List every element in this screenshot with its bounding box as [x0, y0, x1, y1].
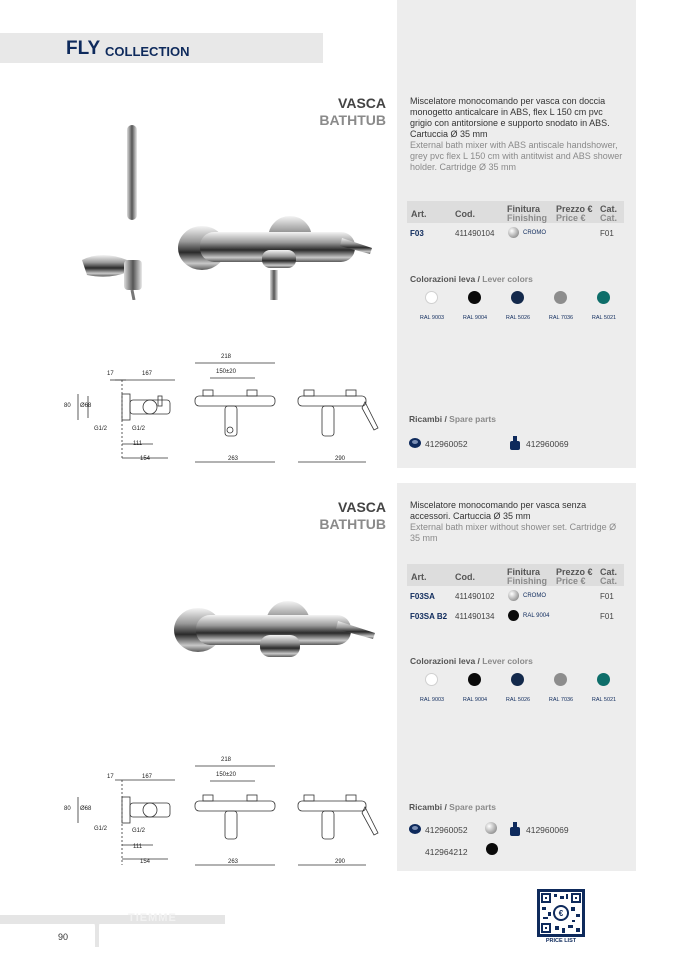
spare-code: 412964212 [425, 847, 468, 857]
dim-150: 150±20 [216, 369, 236, 375]
section-1-desc-en: External bath mixer with ABS antiscale handshower, grey pvc flex L 150 cm with antitwist and ABS shower holder. Cartridge Ø 35 mm [410, 140, 623, 172]
row-art: F03SA B2 [410, 612, 448, 621]
dim-263: 263 [228, 859, 239, 865]
lever-color-label: RAL 5026 [505, 315, 531, 321]
col-price [556, 204, 593, 223]
colors-title-it: Colorazioni leva [410, 274, 476, 284]
col-price-en: Price € [556, 576, 586, 586]
spare-title-it: Ricambi [409, 414, 443, 424]
section-2-spare-title: Ricambi / Spare parts [409, 802, 496, 812]
top-connector-left [304, 795, 314, 801]
spare-code: 412960052 [425, 825, 468, 835]
top-spout [322, 406, 334, 436]
row-finish: CROMO [523, 230, 546, 236]
lever-color-swatch [511, 291, 524, 304]
col-price-it: Prezzo € [556, 567, 593, 577]
lever-color-label: RAL 9004 [462, 315, 488, 321]
front-connector-left [203, 390, 213, 396]
lever-color-swatch [597, 673, 610, 686]
section-2-title [319, 499, 386, 533]
side-body [130, 400, 170, 414]
dim-263: 263 [228, 456, 239, 462]
lever-color-swatch [554, 673, 567, 686]
dim-290: 290 [335, 859, 346, 865]
table-row [407, 610, 624, 624]
section-2-colors-title: Colorazioni leva / Lever colors [410, 656, 533, 666]
spare-code: 412960052 [425, 439, 468, 449]
side-lever [158, 396, 162, 406]
shower-outlet [270, 270, 278, 300]
dim-111: 111 [133, 441, 143, 447]
row-finish: RAL 9004 [523, 613, 550, 619]
colors-title-it: Colorazioni leva [410, 656, 476, 666]
lever-color-label: RAL 9003 [419, 315, 445, 321]
front-connector-left [203, 795, 213, 801]
col-cat-it: Cat. [600, 567, 618, 577]
shower-holder-joint [124, 260, 142, 290]
lever-color-label: RAL 5026 [505, 697, 531, 703]
black-swatch-icon [508, 610, 519, 621]
lever-color-label: RAL 7036 [548, 697, 574, 703]
price-list-label: PRICE LIST [545, 938, 577, 944]
dim-80: 80 [64, 806, 71, 812]
colors-title-en: Lever colors [482, 274, 533, 284]
row-cat: F01 [600, 592, 614, 601]
colors-title-en: Lever colors [482, 656, 533, 666]
collection-header [0, 33, 323, 63]
dim-17: 17 [107, 371, 114, 377]
side-knob [143, 803, 157, 817]
col-art: Art. [411, 572, 427, 582]
footer-brand: TIEMME [128, 912, 177, 924]
col-price-en: Price € [556, 213, 586, 223]
top-lever [362, 807, 378, 835]
dim-167: 167 [142, 371, 153, 377]
spare-code: 412960069 [526, 825, 569, 835]
top-connector-right [346, 795, 356, 801]
brand-mark-icon [85, 913, 115, 947]
col-finish-en: Finishing [507, 213, 547, 223]
dim-68: Ø68 [80, 403, 92, 409]
col-cat-it: Cat. [600, 204, 618, 214]
spout [260, 635, 300, 657]
flex-hose [132, 290, 134, 300]
top-spout [322, 811, 334, 839]
collection-title: COLLECTION [105, 44, 190, 59]
col-cat [600, 204, 617, 223]
table-row [407, 227, 624, 241]
lever-color-swatch [425, 673, 438, 686]
svg-text:€: € [558, 909, 564, 918]
top-connector-right [346, 390, 356, 396]
lever-color-label: RAL 9004 [462, 697, 488, 703]
front-connector-right [247, 795, 257, 801]
side-wall-plate [122, 394, 130, 420]
chrome-swatch-icon [508, 590, 519, 601]
lever-color-swatch [468, 291, 481, 304]
top-lever [362, 402, 378, 430]
side-body [130, 803, 170, 817]
lever-color-swatch [554, 291, 567, 304]
col-finish [507, 204, 547, 223]
lever-color-label: RAL 5021 [591, 697, 617, 703]
cartridge-icon [409, 823, 421, 835]
spare-title-en: Spare parts [449, 802, 496, 812]
table-row [407, 590, 624, 604]
chrome-swatch-icon [508, 227, 519, 238]
col-cat-en: Cat. [600, 576, 618, 586]
section-1-colors-title: Colorazioni leva / Lever colors [410, 274, 533, 284]
section-title-it: VASCA [338, 499, 386, 515]
col-cod: Cod. [455, 209, 475, 219]
diverter-icon [509, 436, 521, 450]
section-title-it: VASCA [338, 95, 386, 111]
col-cat-en: Cat. [600, 213, 618, 223]
row-cod: 411490102 [455, 592, 495, 601]
spare-title-en: Spare parts [449, 414, 496, 424]
section-title-en: BATHTUB [319, 516, 386, 532]
diverter-icon [509, 822, 521, 836]
spout [262, 250, 296, 268]
dim-218: 218 [221, 757, 232, 763]
qr-pattern-icon [540, 892, 582, 934]
side-wall-plate [122, 797, 130, 823]
page-number: 90 [58, 932, 69, 942]
front-body [195, 396, 275, 406]
section-1-desc-it: Miscelatore monocomando per vasca con doccia monogetto anticalcare in ABS, flex L 150 cm pvc grigio con antitorsione e supporto snodato in ABS. Cartuccia Ø 35 mm [410, 96, 610, 139]
dim-154: 154 [140, 859, 151, 865]
col-cat [600, 567, 617, 586]
lever-color-label: RAL 5021 [591, 315, 617, 321]
front-connector-right [247, 390, 257, 396]
black-swatch-icon [486, 843, 498, 855]
row-cat: F01 [600, 612, 614, 621]
top-body [298, 801, 366, 811]
row-cod: 411490104 [455, 229, 495, 238]
lever-color-swatch [468, 673, 481, 686]
section-1-product-image [72, 120, 372, 300]
col-price-it: Prezzo € [556, 204, 593, 214]
row-art: F03 [410, 229, 424, 238]
dim-111: 111 [133, 844, 143, 850]
front-outlet [227, 427, 233, 433]
dim-80: 80 [64, 403, 71, 409]
dim-68: Ø68 [80, 806, 92, 812]
front-spout [225, 406, 237, 436]
top-connector-left [304, 390, 314, 396]
side-knob [143, 400, 157, 414]
lever-color-swatch [597, 291, 610, 304]
dim-g12-a: G1/2 [94, 826, 108, 832]
col-finish [507, 567, 547, 586]
section-1-spare-title: Ricambi / Spare parts [409, 414, 496, 424]
spare-code: 412960069 [526, 439, 569, 449]
col-cod: Cod. [455, 572, 475, 582]
handshower [127, 125, 137, 220]
col-art: Art. [411, 209, 427, 219]
row-art: F03SA [410, 592, 435, 601]
dim-290: 290 [335, 456, 346, 462]
top-body [298, 396, 366, 406]
dim-150: 150±20 [216, 772, 236, 778]
lever-color-swatch [425, 291, 438, 304]
col-price [556, 567, 593, 586]
section-title-en: BATHTUB [319, 112, 386, 128]
section-2-desc-en: External bath mixer without shower set. Cartridge Ø 35 mm [410, 522, 617, 543]
front-body [195, 801, 275, 811]
chrome-swatch-icon [485, 822, 497, 834]
qr-code[interactable] [537, 889, 585, 937]
dim-167: 167 [142, 774, 153, 780]
spare-title-it: Ricambi [409, 802, 443, 812]
front-spout [225, 811, 237, 839]
dim-g12-b: G1/2 [132, 828, 146, 834]
col-finish-it: Finitura [507, 567, 540, 577]
lever-color-label: RAL 7036 [548, 315, 574, 321]
section-2-product-image [170, 595, 380, 675]
brand-title: FLY [66, 38, 101, 59]
lever-color-swatch [511, 673, 524, 686]
dim-17: 17 [107, 774, 114, 780]
lever-color-label: RAL 9003 [419, 697, 445, 703]
col-finish-it: Finitura [507, 204, 540, 214]
row-finish: CROMO [523, 593, 546, 599]
dim-g12-a: G1/2 [94, 426, 108, 432]
dim-g12-b: G1/2 [132, 426, 146, 432]
section-1-technical-drawing [60, 350, 380, 468]
dim-218: 218 [221, 354, 232, 360]
row-cat: F01 [600, 229, 614, 238]
row-cod: 411490134 [455, 612, 495, 621]
col-finish-en: Finishing [507, 576, 547, 586]
dim-154: 154 [140, 456, 151, 462]
cartridge-icon [409, 437, 421, 449]
section-2-desc-it: Miscelatore monocomando per vasca senza accessori. Cartuccia Ø 35 mm [410, 500, 587, 521]
